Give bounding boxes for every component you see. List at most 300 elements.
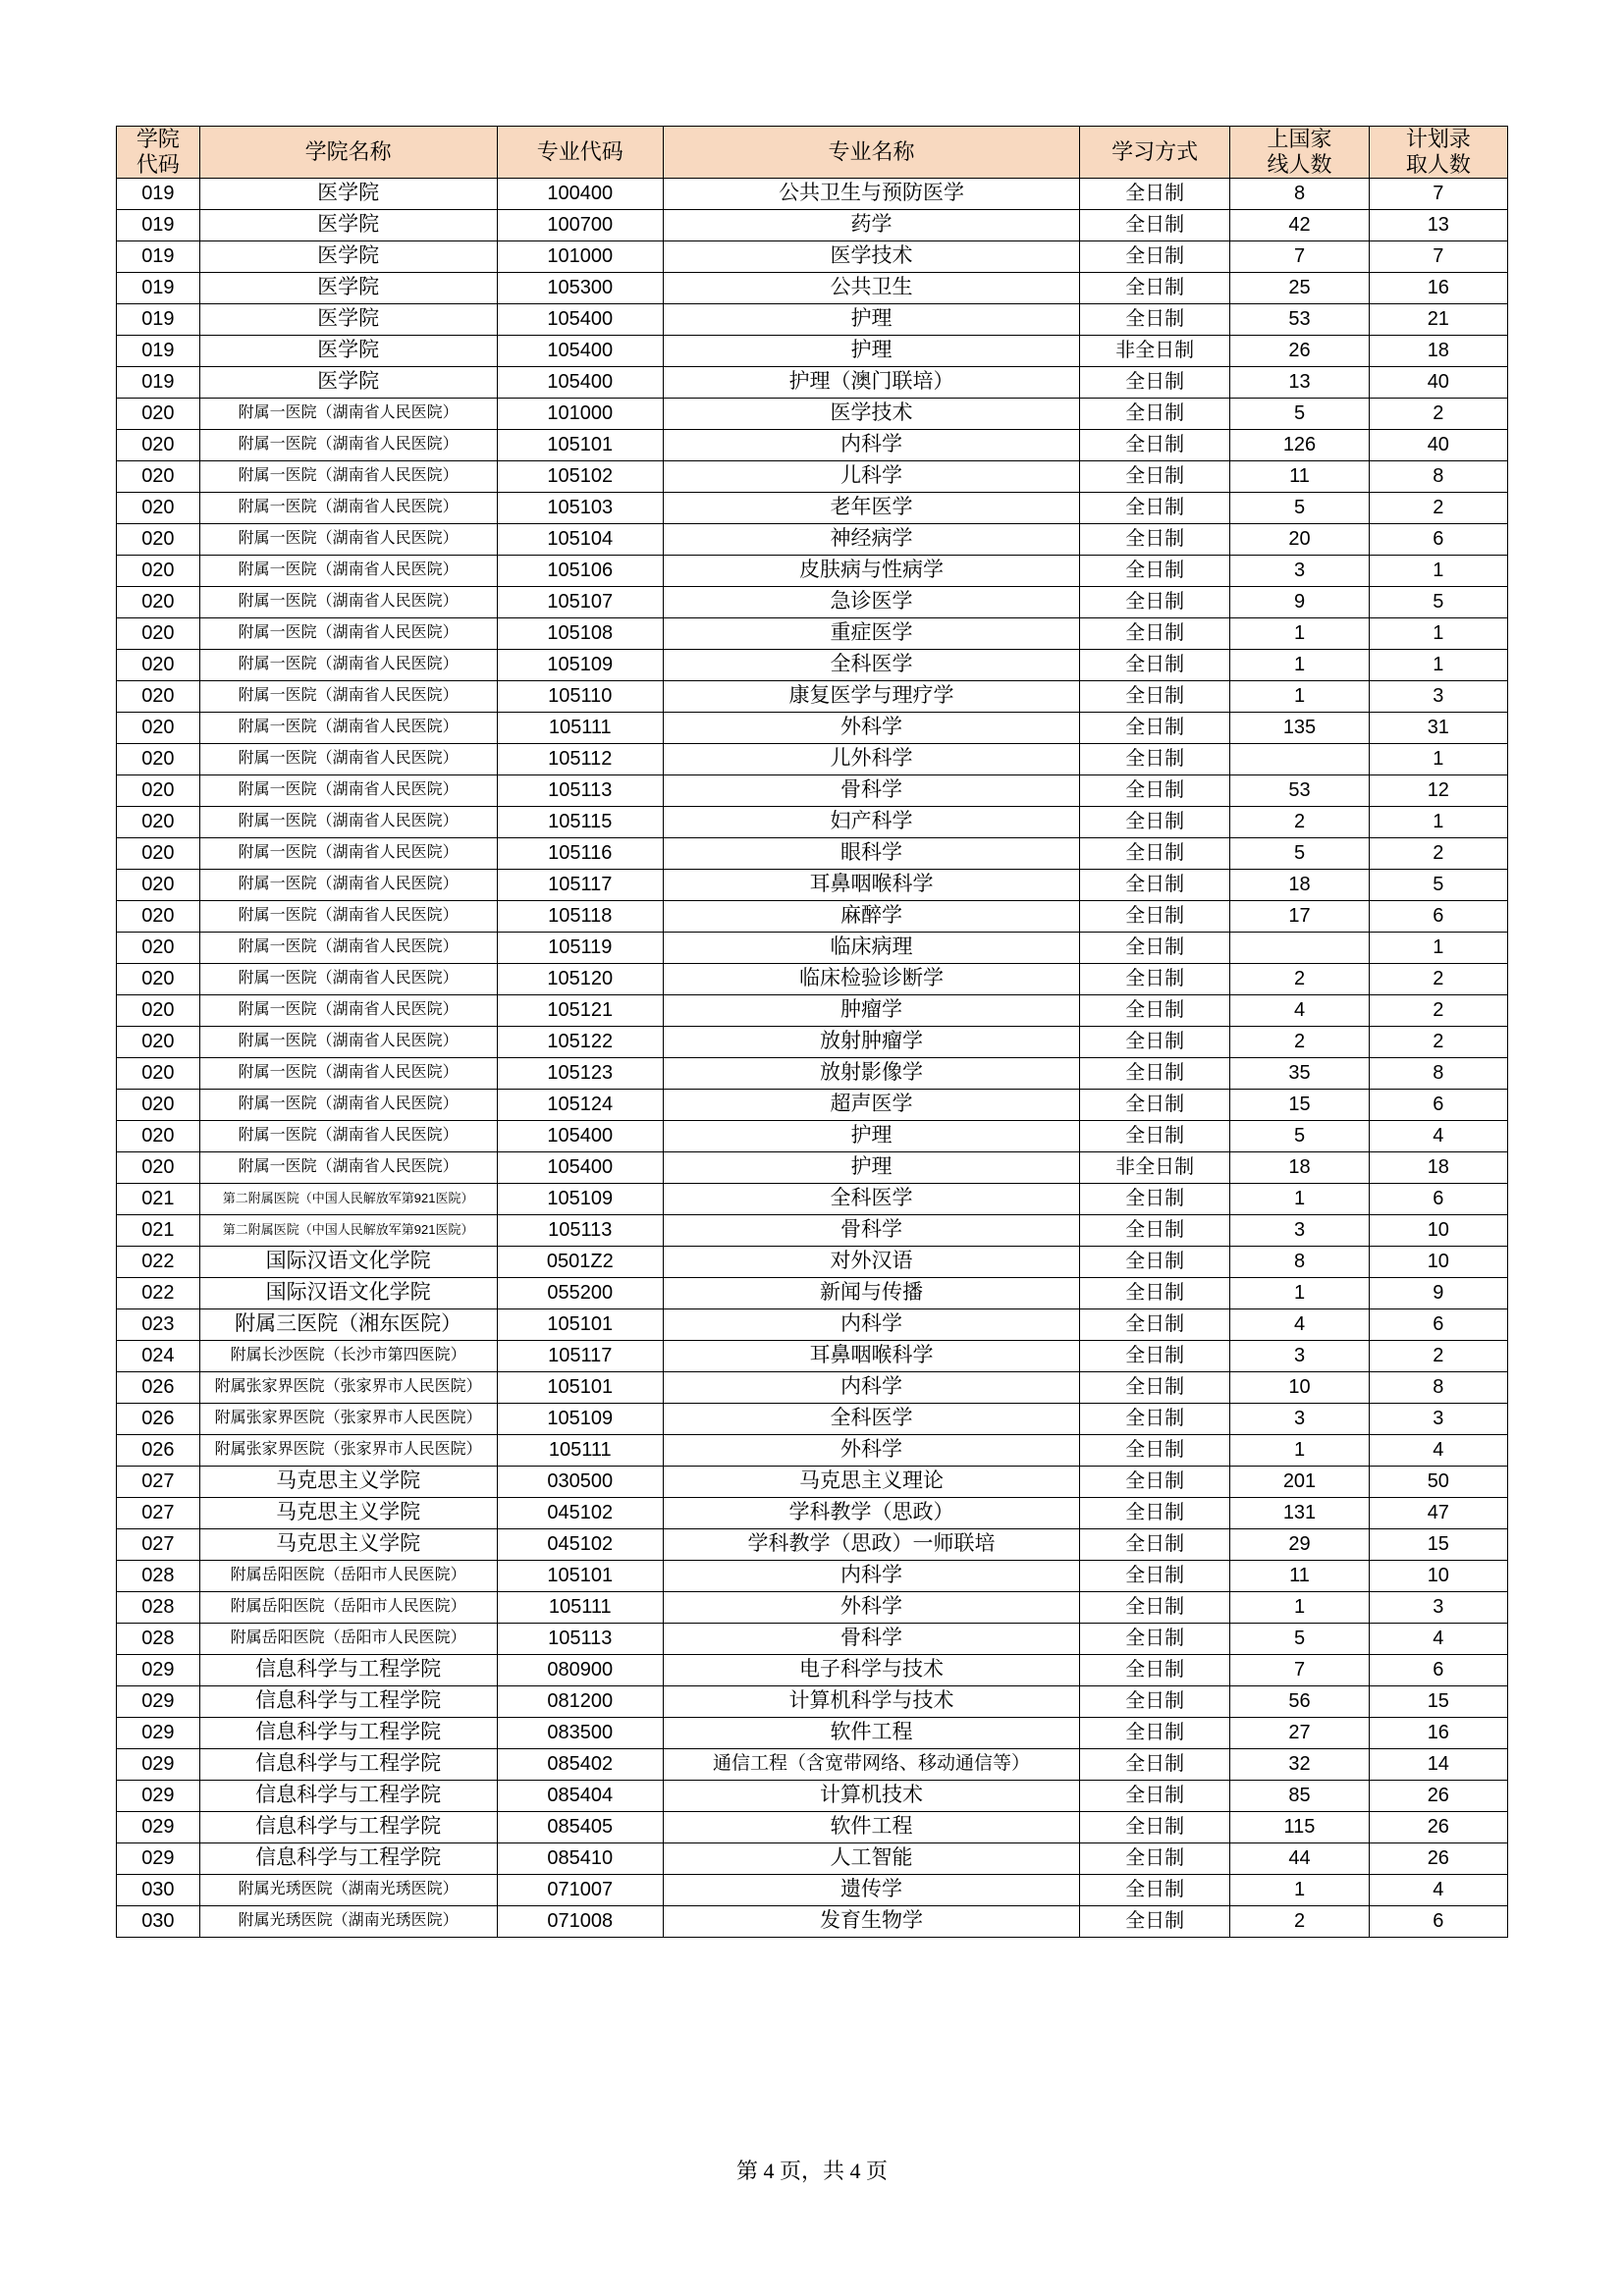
- cell-study-mode: 全日制: [1079, 1497, 1229, 1528]
- cell-planned-admission: 1: [1369, 617, 1507, 649]
- cell-major-code: 105107: [497, 586, 664, 617]
- cell-college-code: 020: [117, 649, 200, 680]
- cell-major-code: 105112: [497, 743, 664, 774]
- cell-major-name: 临床检验诊断学: [664, 963, 1080, 994]
- cell-major-name: 超声医学: [664, 1089, 1080, 1120]
- cell-planned-admission: 21: [1369, 303, 1507, 335]
- cell-college-name: 附属张家界医院（张家界市人民医院）: [199, 1403, 497, 1434]
- cell-study-mode: 全日制: [1079, 932, 1229, 963]
- header-line-1: 专业名称: [828, 138, 915, 164]
- cell-college-name: 附属一医院（湖南省人民医院）: [199, 837, 497, 869]
- cell-major-name: 全科医学: [664, 1183, 1080, 1214]
- cell-major-code: 105400: [497, 335, 664, 366]
- table-row: [117, 1528, 1508, 1560]
- cell-college-name: 附属一医院（湖南省人民医院）: [199, 1026, 497, 1057]
- cell-national-line-count: [1230, 932, 1369, 963]
- table-row: [117, 209, 1508, 240]
- cell-national-line-count: 126: [1230, 429, 1369, 460]
- cell-planned-admission: 6: [1369, 1308, 1507, 1340]
- table-row: [117, 932, 1508, 963]
- cell-planned-admission: 6: [1369, 523, 1507, 555]
- cell-major-name: 儿科学: [664, 460, 1080, 492]
- cell-national-line-count: 2: [1230, 963, 1369, 994]
- cell-college-name: 医学院: [199, 178, 497, 209]
- table-row: [117, 523, 1508, 555]
- cell-study-mode: 全日制: [1079, 806, 1229, 837]
- table-row: [117, 1026, 1508, 1057]
- table-row: [117, 366, 1508, 398]
- cell-major-name: 软件工程: [664, 1811, 1080, 1842]
- cell-major-name: 内科学: [664, 1371, 1080, 1403]
- cell-college-code: 019: [117, 335, 200, 366]
- cell-national-line-count: 4: [1230, 994, 1369, 1026]
- cell-national-line-count: 13: [1230, 366, 1369, 398]
- cell-college-name: 附属三医院（湘东医院）: [199, 1308, 497, 1340]
- cell-planned-admission: 6: [1369, 1654, 1507, 1685]
- cell-college-code: 029: [117, 1842, 200, 1874]
- column-header-major-code: [497, 127, 664, 179]
- cell-national-line-count: 201: [1230, 1466, 1369, 1497]
- cell-college-code: 020: [117, 460, 200, 492]
- cell-college-code: 020: [117, 617, 200, 649]
- cell-college-code: 029: [117, 1685, 200, 1717]
- cell-major-name: 妇产科学: [664, 806, 1080, 837]
- cell-major-name: 通信工程（含宽带网络、移动通信等）: [664, 1748, 1080, 1780]
- cell-planned-admission: 40: [1369, 429, 1507, 460]
- cell-major-code: 080900: [497, 1654, 664, 1685]
- cell-national-line-count: 1: [1230, 1434, 1369, 1466]
- cell-study-mode: 全日制: [1079, 1340, 1229, 1371]
- cell-major-name: 骨科学: [664, 1214, 1080, 1246]
- cell-study-mode: 非全日制: [1079, 1151, 1229, 1183]
- cell-planned-admission: 8: [1369, 460, 1507, 492]
- column-header-college-code: [117, 127, 200, 179]
- cell-study-mode: 全日制: [1079, 178, 1229, 209]
- cell-major-code: 105121: [497, 994, 664, 1026]
- cell-major-name: 马克思主义理论: [664, 1466, 1080, 1497]
- cell-planned-admission: 2: [1369, 398, 1507, 429]
- header-line-1: 学习方式: [1111, 138, 1199, 164]
- table-row: [117, 900, 1508, 932]
- cell-planned-admission: 2: [1369, 492, 1507, 523]
- cell-national-line-count: 8: [1230, 178, 1369, 209]
- column-header-college-name: [199, 127, 497, 179]
- cell-planned-admission: 6: [1369, 1905, 1507, 1937]
- cell-major-code: 105109: [497, 649, 664, 680]
- cell-major-code: 105119: [497, 932, 664, 963]
- cell-study-mode: 全日制: [1079, 1842, 1229, 1874]
- cell-national-line-count: 32: [1230, 1748, 1369, 1780]
- cell-study-mode: 全日制: [1079, 1089, 1229, 1120]
- cell-college-name: 医学院: [199, 303, 497, 335]
- cell-major-code: 0501Z2: [497, 1246, 664, 1277]
- cell-major-code: 105400: [497, 366, 664, 398]
- cell-college-code: 020: [117, 1151, 200, 1183]
- cell-college-code: 019: [117, 303, 200, 335]
- cell-major-code: 105106: [497, 555, 664, 586]
- cell-college-code: 020: [117, 743, 200, 774]
- cell-planned-admission: 1: [1369, 743, 1507, 774]
- table-row: [117, 272, 1508, 303]
- cell-college-code: 020: [117, 837, 200, 869]
- table-row: [117, 1685, 1508, 1717]
- cell-study-mode: 全日制: [1079, 1685, 1229, 1717]
- cell-study-mode: 全日制: [1079, 963, 1229, 994]
- cell-national-line-count: 1: [1230, 649, 1369, 680]
- cell-college-name: 附属一医院（湖南省人民医院）: [199, 617, 497, 649]
- cell-major-code: 071007: [497, 1874, 664, 1905]
- cell-study-mode: 全日制: [1079, 460, 1229, 492]
- cell-college-name: 第二附属医院（中国人民解放军第921医院）: [199, 1183, 497, 1214]
- cell-major-code: 071008: [497, 1905, 664, 1937]
- cell-college-code: 019: [117, 366, 200, 398]
- cell-study-mode: 全日制: [1079, 398, 1229, 429]
- cell-study-mode: 全日制: [1079, 1811, 1229, 1842]
- cell-major-name: 护理: [664, 303, 1080, 335]
- cell-college-name: 医学院: [199, 335, 497, 366]
- cell-study-mode: 全日制: [1079, 774, 1229, 806]
- cell-college-name: 信息科学与工程学院: [199, 1811, 497, 1842]
- cell-college-name: 附属一医院（湖南省人民医院）: [199, 680, 497, 712]
- cell-major-code: 105101: [497, 1371, 664, 1403]
- cell-national-line-count: 5: [1230, 492, 1369, 523]
- cell-college-name: 附属一医院（湖南省人民医院）: [199, 1151, 497, 1183]
- cell-study-mode: 全日制: [1079, 1214, 1229, 1246]
- cell-national-line-count: 25: [1230, 272, 1369, 303]
- table-row: [117, 1780, 1508, 1811]
- cell-study-mode: 全日制: [1079, 209, 1229, 240]
- cell-study-mode: 全日制: [1079, 869, 1229, 900]
- table-row: [117, 1183, 1508, 1214]
- cell-major-code: 105109: [497, 1403, 664, 1434]
- cell-major-code: 105124: [497, 1089, 664, 1120]
- cell-national-line-count: 85: [1230, 1780, 1369, 1811]
- cell-planned-admission: 5: [1369, 869, 1507, 900]
- table-row: [117, 1340, 1508, 1371]
- cell-college-name: 马克思主义学院: [199, 1528, 497, 1560]
- cell-college-code: 020: [117, 555, 200, 586]
- cell-national-line-count: 53: [1230, 303, 1369, 335]
- cell-college-code: 020: [117, 806, 200, 837]
- table-row: [117, 555, 1508, 586]
- cell-college-name: 附属光琇医院（湖南光琇医院）: [199, 1874, 497, 1905]
- cell-planned-admission: 10: [1369, 1214, 1507, 1246]
- table-row: [117, 240, 1508, 272]
- cell-major-name: 耳鼻咽喉科学: [664, 1340, 1080, 1371]
- table-row: [117, 1277, 1508, 1308]
- table-row: [117, 774, 1508, 806]
- cell-college-name: 附属一医院（湖南省人民医院）: [199, 555, 497, 586]
- table-row: [117, 1466, 1508, 1497]
- cell-college-name: 附属一医院（湖南省人民医院）: [199, 869, 497, 900]
- table-row: [117, 586, 1508, 617]
- cell-major-name: 放射肿瘤学: [664, 1026, 1080, 1057]
- cell-college-code: 022: [117, 1277, 200, 1308]
- cell-study-mode: 全日制: [1079, 994, 1229, 1026]
- cell-major-name: 康复医学与理疗学: [664, 680, 1080, 712]
- table-row: [117, 1371, 1508, 1403]
- cell-major-name: 公共卫生: [664, 272, 1080, 303]
- cell-major-code: 105123: [497, 1057, 664, 1089]
- table-row: [117, 1623, 1508, 1654]
- cell-study-mode: 全日制: [1079, 1654, 1229, 1685]
- cell-study-mode: 全日制: [1079, 1434, 1229, 1466]
- cell-major-name: 护理: [664, 1120, 1080, 1151]
- cell-college-code: 022: [117, 1246, 200, 1277]
- cell-major-code: 105116: [497, 837, 664, 869]
- cell-college-name: 附属岳阳医院（岳阳市人民医院）: [199, 1560, 497, 1591]
- cell-major-name: 药学: [664, 209, 1080, 240]
- cell-major-code: 045102: [497, 1497, 664, 1528]
- table-row: [117, 1246, 1508, 1277]
- header-line-1: 学院: [135, 127, 180, 151]
- cell-planned-admission: 4: [1369, 1120, 1507, 1151]
- cell-study-mode: 全日制: [1079, 837, 1229, 869]
- table-row: [117, 1842, 1508, 1874]
- cell-major-name: 护理: [664, 335, 1080, 366]
- cell-national-line-count: 2: [1230, 1026, 1369, 1057]
- cell-college-code: 028: [117, 1591, 200, 1623]
- cell-national-line-count: 10: [1230, 1371, 1369, 1403]
- cell-college-code: 021: [117, 1214, 200, 1246]
- table-row: [117, 712, 1508, 743]
- table-row: [117, 649, 1508, 680]
- cell-national-line-count: 1: [1230, 617, 1369, 649]
- cell-study-mode: 全日制: [1079, 1528, 1229, 1560]
- cell-study-mode: 全日制: [1079, 617, 1229, 649]
- cell-study-mode: 全日制: [1079, 1371, 1229, 1403]
- cell-college-name: 医学院: [199, 240, 497, 272]
- cell-planned-admission: 26: [1369, 1842, 1507, 1874]
- header-line-1: 计划录: [1405, 127, 1471, 151]
- cell-study-mode: 全日制: [1079, 1026, 1229, 1057]
- cell-study-mode: 全日制: [1079, 1466, 1229, 1497]
- cell-major-name: 医学技术: [664, 240, 1080, 272]
- cell-national-line-count: 56: [1230, 1685, 1369, 1717]
- cell-planned-admission: 6: [1369, 1089, 1507, 1120]
- cell-planned-admission: 14: [1369, 1748, 1507, 1780]
- table-row: [117, 1151, 1508, 1183]
- cell-study-mode: 全日制: [1079, 1748, 1229, 1780]
- cell-major-name: 眼科学: [664, 837, 1080, 869]
- table-row: [117, 1308, 1508, 1340]
- table-row: [117, 398, 1508, 429]
- cell-national-line-count: 3: [1230, 555, 1369, 586]
- cell-study-mode: 全日制: [1079, 1403, 1229, 1434]
- cell-college-code: 020: [117, 712, 200, 743]
- table-row: [117, 178, 1508, 209]
- cell-college-name: 附属一医院（湖南省人民医院）: [199, 492, 497, 523]
- cell-major-code: 105108: [497, 617, 664, 649]
- table-header: [117, 127, 1508, 179]
- cell-study-mode: 全日制: [1079, 1277, 1229, 1308]
- table-row: [117, 1654, 1508, 1685]
- cell-planned-admission: 3: [1369, 1403, 1507, 1434]
- table-row: [117, 1214, 1508, 1246]
- header-line-1: 专业代码: [536, 138, 623, 164]
- cell-college-code: 020: [117, 963, 200, 994]
- cell-major-name: 儿外科学: [664, 743, 1080, 774]
- cell-planned-admission: 18: [1369, 1151, 1507, 1183]
- cell-college-code: 026: [117, 1403, 200, 1434]
- cell-national-line-count: 15: [1230, 1089, 1369, 1120]
- cell-study-mode: 全日制: [1079, 555, 1229, 586]
- table-row: [117, 1874, 1508, 1905]
- cell-major-name: 神经病学: [664, 523, 1080, 555]
- cell-national-line-count: 11: [1230, 1560, 1369, 1591]
- cell-national-line-count: 29: [1230, 1528, 1369, 1560]
- cell-college-code: 020: [117, 1120, 200, 1151]
- cell-college-code: 027: [117, 1466, 200, 1497]
- cell-planned-admission: 1: [1369, 649, 1507, 680]
- cell-planned-admission: 16: [1369, 272, 1507, 303]
- cell-planned-admission: 2: [1369, 1340, 1507, 1371]
- cell-national-line-count: 5: [1230, 398, 1369, 429]
- header-line-2: 代码: [135, 151, 180, 177]
- cell-major-name: 皮肤病与性病学: [664, 555, 1080, 586]
- cell-planned-admission: 5: [1369, 586, 1507, 617]
- cell-major-code: 030500: [497, 1466, 664, 1497]
- cell-major-name: 新闻与传播: [664, 1277, 1080, 1308]
- cell-college-code: 029: [117, 1811, 200, 1842]
- cell-college-code: 020: [117, 680, 200, 712]
- cell-college-name: 信息科学与工程学院: [199, 1748, 497, 1780]
- cell-planned-admission: 6: [1369, 1183, 1507, 1214]
- cell-national-line-count: 8: [1230, 1246, 1369, 1277]
- cell-college-code: 020: [117, 429, 200, 460]
- cell-college-name: 附属一医院（湖南省人民医院）: [199, 398, 497, 429]
- cell-planned-admission: 8: [1369, 1057, 1507, 1089]
- cell-major-code: 105102: [497, 460, 664, 492]
- cell-major-name: 老年医学: [664, 492, 1080, 523]
- cell-college-name: 信息科学与工程学院: [199, 1685, 497, 1717]
- cell-major-name: 耳鼻咽喉科学: [664, 869, 1080, 900]
- cell-major-name: 遗传学: [664, 1874, 1080, 1905]
- table-row: [117, 1120, 1508, 1151]
- cell-major-code: 105103: [497, 492, 664, 523]
- header-line-2: 线人数: [1267, 151, 1332, 177]
- table-row: [117, 492, 1508, 523]
- table-row: [117, 680, 1508, 712]
- cell-college-name: 医学院: [199, 366, 497, 398]
- header-line-2: 取人数: [1405, 151, 1471, 177]
- cell-planned-admission: 4: [1369, 1874, 1507, 1905]
- table-row: [117, 617, 1508, 649]
- cell-college-code: 019: [117, 240, 200, 272]
- page-footer: 第 4 页，共 4 页: [735, 2159, 888, 2183]
- cell-planned-admission: 40: [1369, 366, 1507, 398]
- cell-major-code: 105111: [497, 712, 664, 743]
- cell-national-line-count: 3: [1230, 1214, 1369, 1246]
- cell-study-mode: 全日制: [1079, 1246, 1229, 1277]
- cell-major-code: 085404: [497, 1780, 664, 1811]
- cell-national-line-count: 17: [1230, 900, 1369, 932]
- cell-national-line-count: 5: [1230, 837, 1369, 869]
- cell-major-name: 护理（澳门联培）: [664, 366, 1080, 398]
- cell-college-name: 国际汉语文化学院: [199, 1246, 497, 1277]
- cell-planned-admission: 10: [1369, 1246, 1507, 1277]
- column-header-major-name: [664, 127, 1080, 179]
- cell-national-line-count: 9: [1230, 586, 1369, 617]
- table-row: [117, 1089, 1508, 1120]
- cell-national-line-count: 2: [1230, 1905, 1369, 1937]
- cell-planned-admission: 15: [1369, 1685, 1507, 1717]
- cell-major-name: 内科学: [664, 429, 1080, 460]
- cell-college-name: 第二附属医院（中国人民解放军第921医院）: [199, 1214, 497, 1246]
- cell-college-code: 019: [117, 209, 200, 240]
- cell-national-line-count: 18: [1230, 869, 1369, 900]
- table-row: [117, 303, 1508, 335]
- cell-major-name: 全科医学: [664, 649, 1080, 680]
- cell-study-mode: 非全日制: [1079, 335, 1229, 366]
- cell-college-code: 024: [117, 1340, 200, 1371]
- cell-study-mode: 全日制: [1079, 680, 1229, 712]
- cell-national-line-count: 44: [1230, 1842, 1369, 1874]
- cell-study-mode: 全日制: [1079, 1623, 1229, 1654]
- cell-college-code: 029: [117, 1717, 200, 1748]
- cell-study-mode: 全日制: [1079, 743, 1229, 774]
- cell-major-name: 骨科学: [664, 774, 1080, 806]
- cell-major-name: 骨科学: [664, 1623, 1080, 1654]
- column-header-national-line-count: [1230, 127, 1369, 179]
- cell-planned-admission: 1: [1369, 806, 1507, 837]
- cell-college-name: 附属一医院（湖南省人民医院）: [199, 1057, 497, 1089]
- table-row: [117, 1560, 1508, 1591]
- cell-planned-admission: 10: [1369, 1560, 1507, 1591]
- cell-major-code: 081200: [497, 1685, 664, 1717]
- cell-study-mode: 全日制: [1079, 366, 1229, 398]
- cell-major-code: 045102: [497, 1528, 664, 1560]
- cell-college-code: 028: [117, 1560, 200, 1591]
- cell-college-name: 附属一医院（湖南省人民医院）: [199, 774, 497, 806]
- cell-major-code: 105115: [497, 806, 664, 837]
- cell-major-name: 发育生物学: [664, 1905, 1080, 1937]
- cell-major-name: 对外汉语: [664, 1246, 1080, 1277]
- cell-study-mode: 全日制: [1079, 492, 1229, 523]
- cell-planned-admission: 15: [1369, 1528, 1507, 1560]
- cell-college-code: 030: [117, 1905, 200, 1937]
- cell-college-code: 020: [117, 586, 200, 617]
- cell-college-code: 030: [117, 1874, 200, 1905]
- cell-college-code: 028: [117, 1623, 200, 1654]
- cell-major-code: 105400: [497, 1120, 664, 1151]
- cell-major-code: 105400: [497, 1151, 664, 1183]
- cell-major-code: 105113: [497, 774, 664, 806]
- cell-major-code: 105110: [497, 680, 664, 712]
- table-row: [117, 1497, 1508, 1528]
- cell-national-line-count: 53: [1230, 774, 1369, 806]
- cell-study-mode: 全日制: [1079, 303, 1229, 335]
- cell-college-name: 信息科学与工程学院: [199, 1654, 497, 1685]
- cell-planned-admission: 3: [1369, 680, 1507, 712]
- cell-major-code: 105300: [497, 272, 664, 303]
- cell-college-name: 附属一医院（湖南省人民医院）: [199, 429, 497, 460]
- cell-college-code: 020: [117, 869, 200, 900]
- cell-major-name: 护理: [664, 1151, 1080, 1183]
- cell-college-name: 附属一医院（湖南省人民医院）: [199, 460, 497, 492]
- cell-planned-admission: 2: [1369, 963, 1507, 994]
- cell-college-name: 附属一医院（湖南省人民医院）: [199, 900, 497, 932]
- cell-national-line-count: 26: [1230, 335, 1369, 366]
- header-line-1: 上国家: [1267, 127, 1332, 151]
- cell-college-code: 019: [117, 272, 200, 303]
- cell-college-name: 附属一医院（湖南省人民医院）: [199, 994, 497, 1026]
- cell-planned-admission: 3: [1369, 1591, 1507, 1623]
- cell-college-code: 029: [117, 1748, 200, 1780]
- cell-college-code: 026: [117, 1371, 200, 1403]
- cell-college-code: 026: [117, 1434, 200, 1466]
- table-row: [117, 963, 1508, 994]
